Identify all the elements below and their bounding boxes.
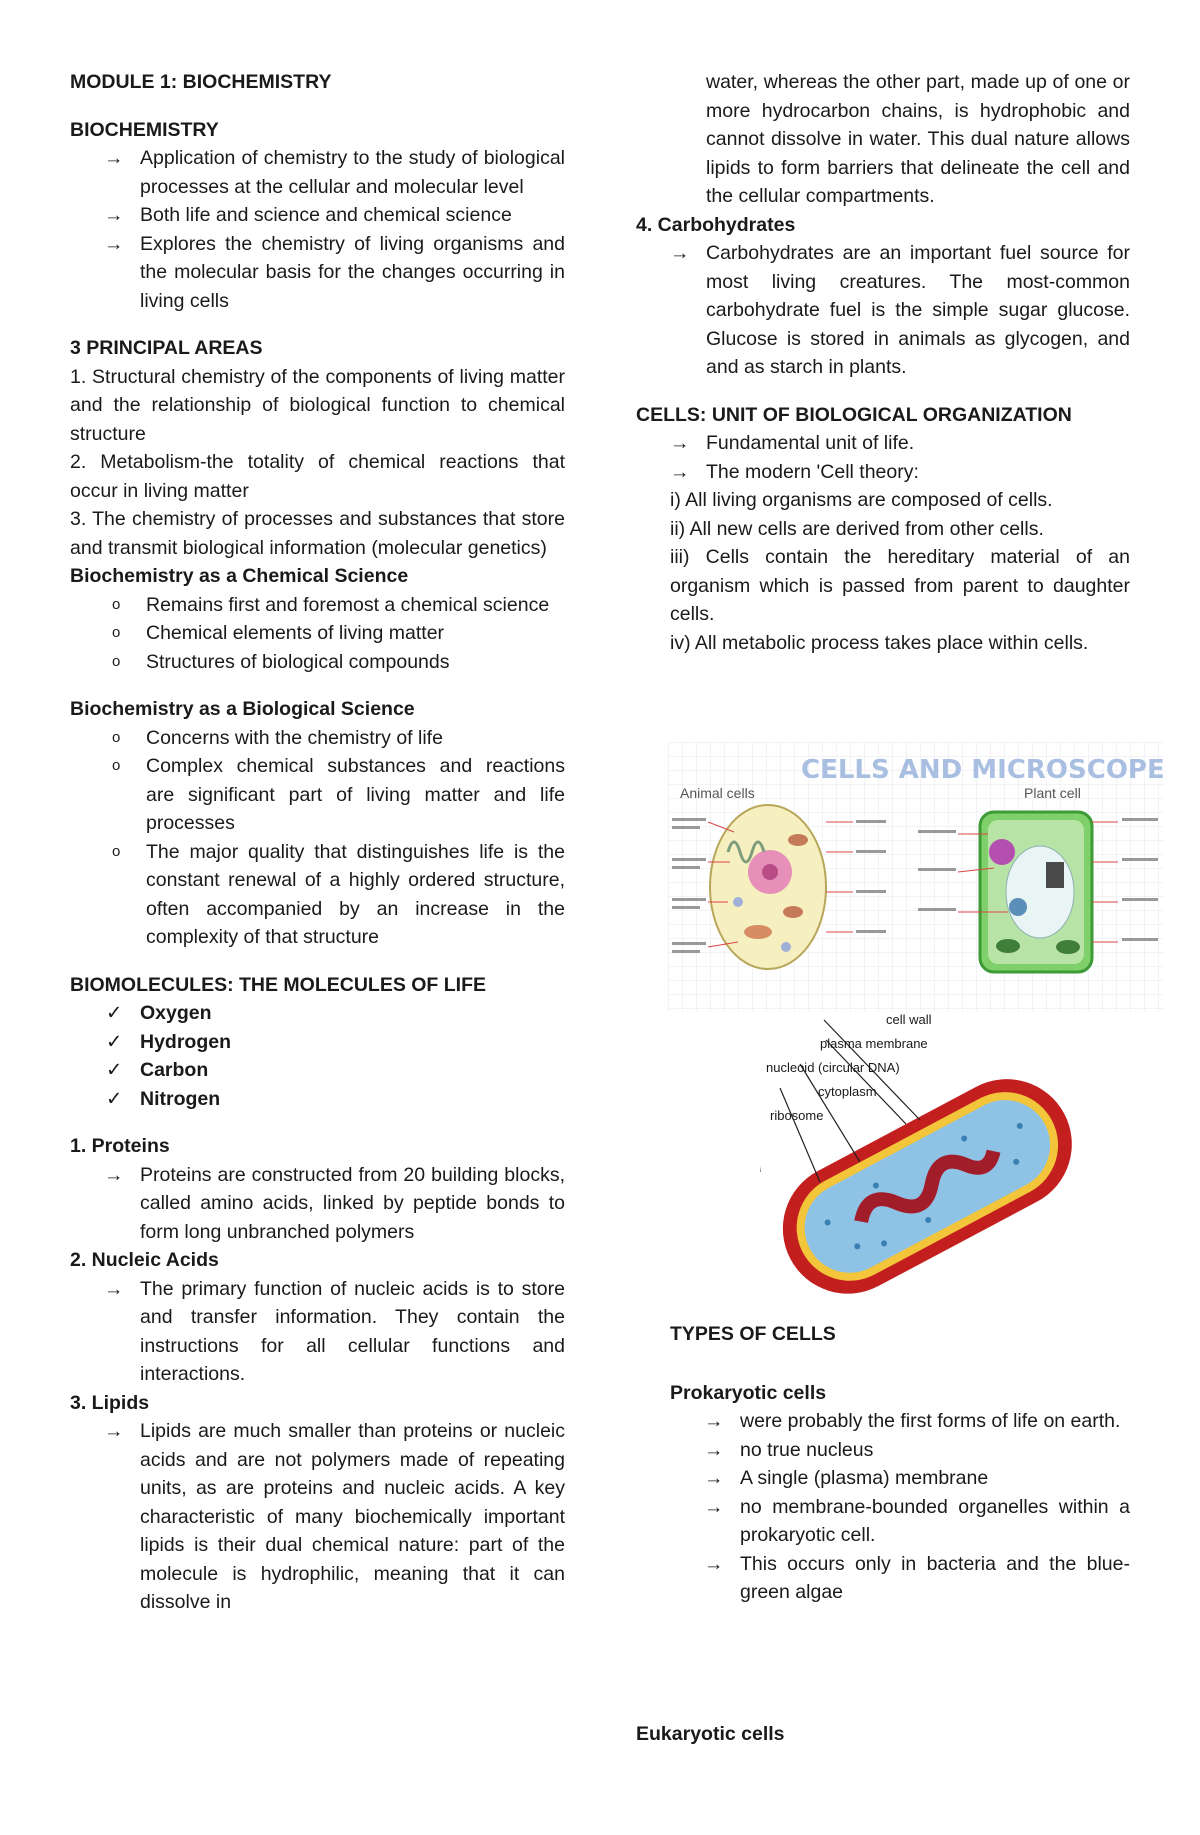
biological-science-heading: Biochemistry as a Biological Science <box>70 698 415 720</box>
check-icon: ✓ <box>106 1087 123 1110</box>
chemical-science-list <box>70 591 565 677</box>
cell-theory <box>636 486 1130 657</box>
arrow-icon: → <box>104 1420 124 1442</box>
arrow-icon: → <box>670 242 690 264</box>
list-item: → Explores the chemistry of living organisms and the molecular basis for the changes occurring in living cells <box>70 230 565 316</box>
cells-microscopes-figure <box>668 742 1164 1012</box>
arrow-icon: → <box>704 1438 724 1461</box>
theory-item: i) All living organisms are composed of cells. <box>670 489 1053 511</box>
prokaryote-figure <box>760 1012 1090 1304</box>
circle-bullet-icon: o <box>112 728 121 746</box>
arrow-icon: → <box>670 460 690 483</box>
check-icon: ✓ <box>106 1002 123 1024</box>
circle-bullet-icon: o <box>112 842 121 860</box>
arrow-icon: → <box>704 1552 724 1575</box>
nucleoid-text: nucleoid (circular DNA) <box>766 1060 900 1075</box>
list-item: → Both life and science and chemical science <box>70 201 565 230</box>
biochemistry-heading: BIOCHEMISTRY <box>70 118 219 141</box>
list-item: o Concerns with the chemistry of life <box>70 724 565 753</box>
list-item: → Fundamental unit of life. <box>636 429 1130 458</box>
biochemistry-list <box>70 144 565 315</box>
list-item: o Complex chemical substances and reactions are significant part of living matter and life processes <box>70 752 565 838</box>
list-item: → no membrane-bounded organelles within a prokaryotic cell. <box>670 1493 1130 1550</box>
cell-wall-text: cell wall <box>886 1012 932 1027</box>
list-item: o Structures of biological compounds <box>70 648 565 677</box>
chemical-science-heading: Biochemistry as a Chemical Science <box>70 565 409 587</box>
list-item: → were probably the first forms of life on earth. <box>670 1407 1130 1436</box>
proteins-list <box>70 1161 565 1247</box>
cells-figure-svg <box>668 742 1164 1012</box>
lipids-heading: 3. Lipids <box>70 1391 150 1414</box>
elements-list <box>70 999 565 1113</box>
prokaryote-svg <box>760 1012 1090 1304</box>
check-icon: ✓ <box>106 1030 123 1053</box>
biological-science-list <box>70 724 565 952</box>
list-item: o The major quality that distinguishes life is the constant renewal of a highly ordered structure, often accompanied by an increase in the complexity of that structure <box>70 838 565 952</box>
arrow-icon: → <box>104 232 124 255</box>
list-item: ✓ Hydrogen <box>70 1028 565 1057</box>
area-item: 3. The chemistry of processes and substances that store and transmit biological information (molecular genetics) <box>70 508 565 559</box>
circle-bullet-icon: o <box>112 624 121 641</box>
cells-list <box>636 429 1130 486</box>
circle-bullet-icon: o <box>112 652 121 670</box>
nucleic-acids-heading: 2. Nucleic Acids <box>70 1249 219 1271</box>
theory-item: iii) Cells contain the hereditary material of an organism which is passed from parent to daughter cells. <box>670 546 1130 625</box>
prokaryotic-heading: Prokaryotic cells <box>670 1381 827 1404</box>
plasma-membrane-text: plasma membrane <box>820 1036 928 1051</box>
circle-bullet-icon: o <box>112 595 121 613</box>
list-item: → The modern 'Cell theory: <box>636 458 1130 487</box>
arrow-icon: → <box>104 1163 124 1186</box>
list-item: → A single (plasma) membrane <box>670 1464 1130 1493</box>
list-item: → Application of chemistry to the study of biological processes at the cellular and molecular level <box>70 144 565 201</box>
eukaryotic-heading: Eukaryotic cells <box>636 1723 785 1745</box>
biomolecules-heading: BIOMOLECULES: THE MOLECULES OF LIFE <box>70 973 486 996</box>
arrow-icon: → <box>104 147 124 169</box>
figure-title: CELLS AND MICROSCOPES <box>801 755 1164 785</box>
list-item: → no true nucleus <box>670 1436 1130 1465</box>
right-column <box>636 68 1130 657</box>
prokaryotic-list <box>670 1407 1130 1607</box>
list-item: o Chemical elements of living matter <box>70 619 565 648</box>
bacterium-drawing <box>760 1056 1090 1304</box>
types-of-cells-heading: TYPES OF CELLS <box>670 1323 836 1345</box>
arrow-icon: → <box>104 204 124 226</box>
list-item: → This occurs only in bacteria and the blue-green algae <box>670 1550 1130 1607</box>
carbohydrates-heading: 4. Carbohydrates <box>636 213 796 236</box>
proteins-heading: 1. Proteins <box>70 1135 170 1157</box>
arrow-icon: → <box>704 1495 724 1518</box>
animal-cell-label: Animal cells <box>680 785 755 801</box>
list-item: ✓ Nitrogen <box>70 1085 565 1114</box>
list-item: ✓ Oxygen <box>70 999 565 1028</box>
list-item: → Proteins are constructed from 20 building blocks, called amino acids, linked by peptide bonds to form long unbranched polymers <box>70 1161 565 1247</box>
list-item: → Carbohydrates are an important fuel source for most living creatures. The most-common carbohydrate fuel is the simple sugar glucose. Glucose is stored in animals as glycogen, and and as starch in plants. <box>636 239 1130 382</box>
types-of-cells-section <box>670 1320 1130 1607</box>
area-item: 1. Structural chemistry of the components of living matter and the relationship of biological function to chemical structure <box>70 365 565 445</box>
lipids-list <box>70 1417 565 1617</box>
area-item: 2. Metabolism-the totality of chemical reactions that occur in living matter <box>70 451 565 502</box>
list-item: o Remains first and foremost a chemical science <box>70 591 565 620</box>
carbohydrates-list <box>636 239 1130 382</box>
principal-areas-heading: 3 PRINCIPAL AREAS <box>70 337 263 359</box>
check-icon: ✓ <box>106 1059 123 1081</box>
circle-bullet-icon: o <box>112 757 121 774</box>
list-item: → Lipids are much smaller than proteins or nucleic acids and are not polymers made of repeating units, as are proteins and nucleic acids. A key characteristic of many biochemically important lipids is their dual chemical nature: part of the molecule is hydrophilic, meaning that it can dissolve in <box>70 1417 565 1617</box>
list-item: ✓ Carbon <box>70 1056 565 1085</box>
arrow-icon: → <box>670 432 690 454</box>
theory-item: ii) All new cells are derived from other cells. <box>670 517 1044 540</box>
arrow-icon: → <box>704 1467 724 1489</box>
left-column <box>70 68 565 1617</box>
cells-heading: CELLS: UNIT OF BIOLOGICAL ORGANIZATION <box>636 403 1072 426</box>
theory-item: iv) All metabolic process takes place within cells. <box>670 631 1089 654</box>
list-item: → The primary function of nucleic acids is to store and transfer information. They contain the instructions for all cellular functions and interactions. <box>70 1275 565 1389</box>
arrow-icon: → <box>104 1277 124 1300</box>
arrow-icon: → <box>704 1410 724 1432</box>
module-title: MODULE 1: BIOCHEMISTRY <box>70 71 332 93</box>
cytoplasm-text: cytoplasm <box>818 1084 877 1099</box>
lipids-continuation: water, whereas the other part, made up of one or more hydrocarbon chains, is hydrophobic and cannot dissolve in water. This dual nature allows lipids to form barriers that delineate the cell and the cellular compartments. <box>706 71 1130 207</box>
plant-cell-label: Plant cell <box>1024 785 1081 801</box>
ribosome-text: ribosome <box>770 1108 824 1123</box>
nucleic-acids-list <box>70 1275 565 1389</box>
